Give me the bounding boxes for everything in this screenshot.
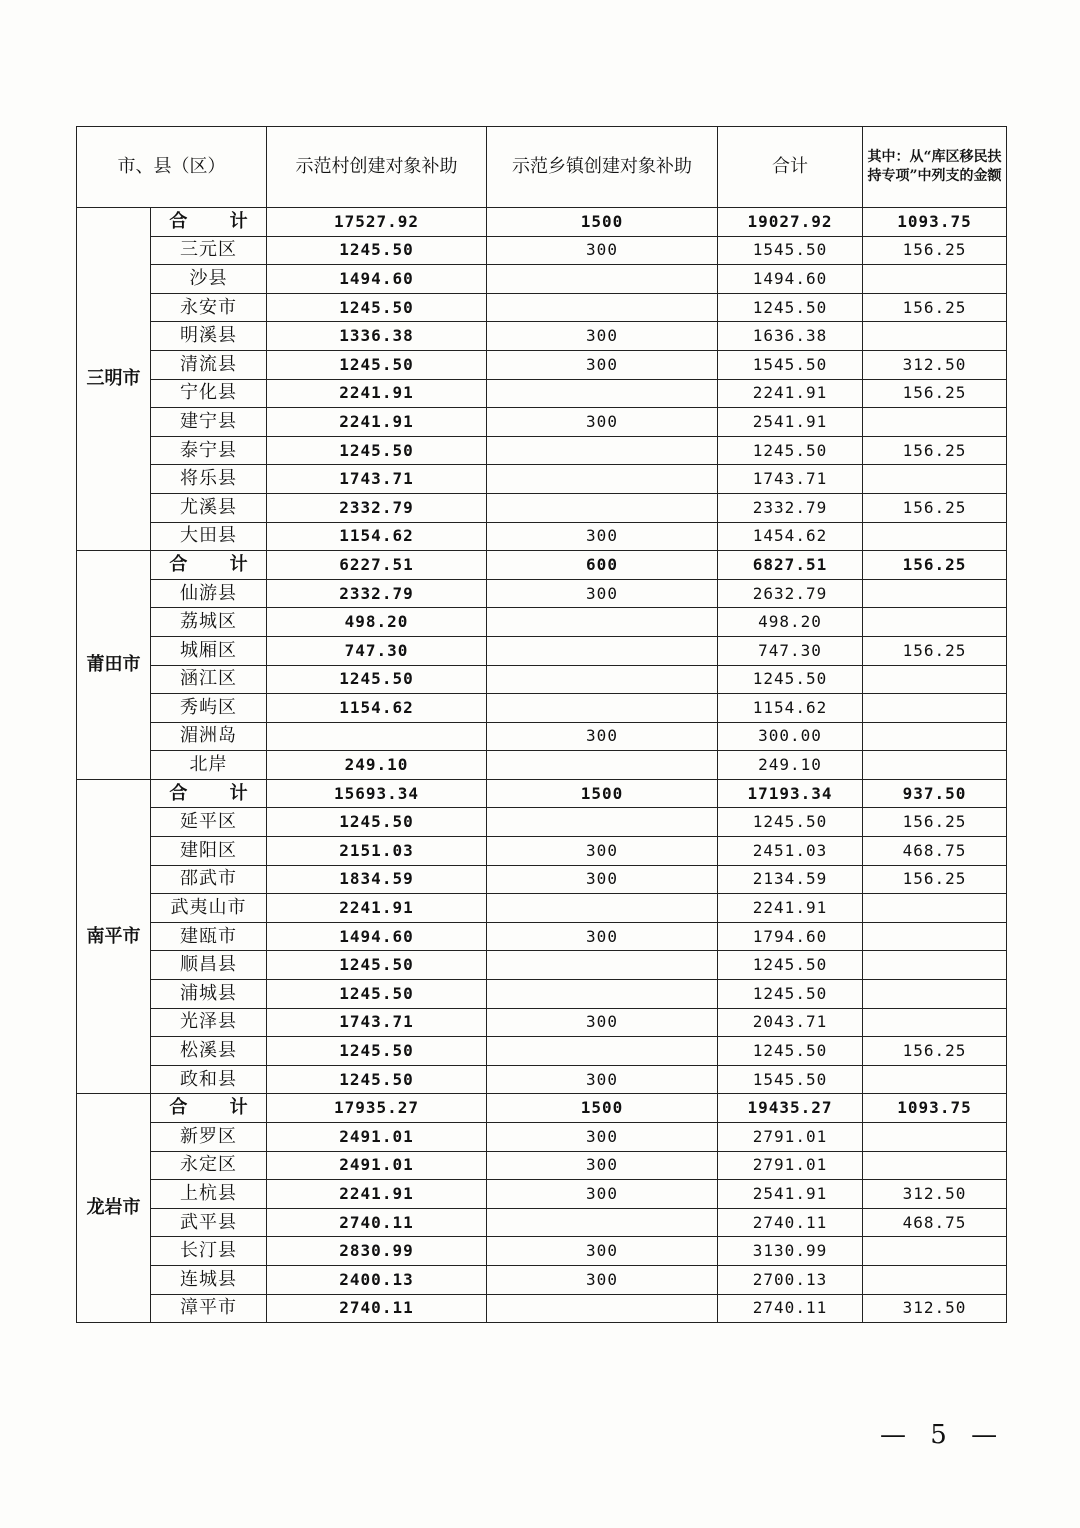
village-subsidy-cell: 1245.50 bbox=[267, 1037, 487, 1066]
township-subsidy-cell bbox=[487, 808, 718, 837]
county-name-cell: 涵江区 bbox=[151, 665, 267, 694]
total-cell: 2700.13 bbox=[718, 1265, 863, 1294]
township-subsidy-cell bbox=[487, 465, 718, 494]
city-name-cell: 南平市 bbox=[77, 779, 151, 1094]
total-cell: 2134.59 bbox=[718, 865, 863, 894]
header-township-subsidy: 示范乡镇创建对象补助 bbox=[487, 127, 718, 208]
total-cell: 498.20 bbox=[718, 608, 863, 637]
special-fund-cell: 156.25 bbox=[863, 493, 1007, 522]
special-fund-cell bbox=[863, 1151, 1007, 1180]
total-cell: 300.00 bbox=[718, 722, 863, 751]
village-subsidy-cell: 1245.50 bbox=[267, 236, 487, 265]
village-subsidy-cell: 6227.51 bbox=[267, 551, 487, 580]
table-row bbox=[77, 1008, 1007, 1037]
township-subsidy-cell: 300 bbox=[487, 722, 718, 751]
table-row bbox=[77, 293, 1007, 322]
county-name-cell: 武夷山市 bbox=[151, 894, 267, 923]
county-name-cell: 沙县 bbox=[151, 265, 267, 294]
total-cell: 19435.27 bbox=[718, 1094, 863, 1123]
township-subsidy-cell bbox=[487, 493, 718, 522]
total-cell: 2740.11 bbox=[718, 1294, 863, 1323]
county-name-cell: 邵武市 bbox=[151, 865, 267, 894]
county-name-cell: 泰宁县 bbox=[151, 436, 267, 465]
special-fund-cell: 156.25 bbox=[863, 293, 1007, 322]
table-row bbox=[77, 1237, 1007, 1266]
township-subsidy-cell: 300 bbox=[487, 350, 718, 379]
total-cell: 3130.99 bbox=[718, 1237, 863, 1266]
header-special-fund: 其中：从“库区移民扶持专项”中列支的金额 bbox=[863, 127, 1007, 208]
special-fund-cell bbox=[863, 922, 1007, 951]
county-name-cell: 永安市 bbox=[151, 293, 267, 322]
township-subsidy-cell bbox=[487, 751, 718, 780]
table-row bbox=[77, 751, 1007, 780]
village-subsidy-cell: 2151.03 bbox=[267, 837, 487, 866]
village-subsidy-cell: 17527.92 bbox=[267, 208, 487, 237]
county-name-cell: 新罗区 bbox=[151, 1123, 267, 1152]
special-fund-cell bbox=[863, 1265, 1007, 1294]
county-name-cell: 湄洲岛 bbox=[151, 722, 267, 751]
village-subsidy-cell: 2491.01 bbox=[267, 1123, 487, 1152]
township-subsidy-cell: 300 bbox=[487, 1237, 718, 1266]
village-subsidy-cell: 2241.91 bbox=[267, 379, 487, 408]
total-cell: 1245.50 bbox=[718, 951, 863, 980]
table-row-subtotal bbox=[77, 208, 1007, 237]
village-subsidy-cell: 1743.71 bbox=[267, 465, 487, 494]
township-subsidy-cell: 300 bbox=[487, 1065, 718, 1094]
table-row bbox=[77, 1180, 1007, 1209]
township-subsidy-cell bbox=[487, 665, 718, 694]
township-subsidy-cell bbox=[487, 694, 718, 723]
village-subsidy-cell: 2740.11 bbox=[267, 1208, 487, 1237]
county-name-cell: 仙游县 bbox=[151, 579, 267, 608]
township-subsidy-cell: 300 bbox=[487, 1123, 718, 1152]
table-row bbox=[77, 1208, 1007, 1237]
township-subsidy-cell bbox=[487, 608, 718, 637]
township-subsidy-cell bbox=[487, 293, 718, 322]
total-cell: 2241.91 bbox=[718, 894, 863, 923]
special-fund-cell: 1093.75 bbox=[863, 1094, 1007, 1123]
special-fund-cell bbox=[863, 322, 1007, 351]
special-fund-cell bbox=[863, 608, 1007, 637]
table-row bbox=[77, 236, 1007, 265]
village-subsidy-cell: 1245.50 bbox=[267, 951, 487, 980]
village-subsidy-cell: 2241.91 bbox=[267, 894, 487, 923]
village-subsidy-cell: 1245.50 bbox=[267, 350, 487, 379]
village-subsidy-cell: 1494.60 bbox=[267, 265, 487, 294]
special-fund-cell: 312.50 bbox=[863, 350, 1007, 379]
table-row bbox=[77, 1151, 1007, 1180]
special-fund-cell bbox=[863, 951, 1007, 980]
total-cell: 1245.50 bbox=[718, 1037, 863, 1066]
table-row bbox=[77, 522, 1007, 551]
total-cell: 1794.60 bbox=[718, 922, 863, 951]
total-cell: 2632.79 bbox=[718, 579, 863, 608]
county-name-cell: 永定区 bbox=[151, 1151, 267, 1180]
county-name-cell: 秀屿区 bbox=[151, 694, 267, 723]
county-name-cell: 宁化县 bbox=[151, 379, 267, 408]
special-fund-cell: 156.25 bbox=[863, 236, 1007, 265]
county-name-cell: 光泽县 bbox=[151, 1008, 267, 1037]
county-name-cell: 漳平市 bbox=[151, 1294, 267, 1323]
total-cell: 1545.50 bbox=[718, 1065, 863, 1094]
total-cell: 2451.03 bbox=[718, 837, 863, 866]
special-fund-cell bbox=[863, 1008, 1007, 1037]
village-subsidy-cell: 747.30 bbox=[267, 636, 487, 665]
page-number: — 5 — bbox=[880, 1420, 1006, 1450]
village-subsidy-cell: 1245.50 bbox=[267, 665, 487, 694]
special-fund-cell: 156.25 bbox=[863, 865, 1007, 894]
township-subsidy-cell bbox=[487, 1208, 718, 1237]
special-fund-cell: 312.50 bbox=[863, 1180, 1007, 1209]
total-cell: 1245.50 bbox=[718, 293, 863, 322]
table-row bbox=[77, 350, 1007, 379]
special-fund-cell: 1093.75 bbox=[863, 208, 1007, 237]
special-fund-cell bbox=[863, 980, 1007, 1009]
county-name-cell: 合 计 bbox=[151, 208, 267, 237]
total-cell: 1245.50 bbox=[718, 980, 863, 1009]
table-row bbox=[77, 980, 1007, 1009]
village-subsidy-cell: 1336.38 bbox=[267, 322, 487, 351]
table-body bbox=[77, 208, 1007, 1323]
total-cell: 1245.50 bbox=[718, 808, 863, 837]
special-fund-cell: 937.50 bbox=[863, 779, 1007, 808]
special-fund-cell bbox=[863, 408, 1007, 437]
special-fund-cell: 468.75 bbox=[863, 1208, 1007, 1237]
village-subsidy-cell: 2830.99 bbox=[267, 1237, 487, 1266]
county-name-cell: 城厢区 bbox=[151, 636, 267, 665]
county-name-cell: 上杭县 bbox=[151, 1180, 267, 1209]
village-subsidy-cell: 1154.62 bbox=[267, 522, 487, 551]
table-row-subtotal bbox=[77, 1094, 1007, 1123]
special-fund-cell bbox=[863, 665, 1007, 694]
special-fund-cell: 156.25 bbox=[863, 379, 1007, 408]
table-row bbox=[77, 1265, 1007, 1294]
county-name-cell: 连城县 bbox=[151, 1265, 267, 1294]
county-name-cell: 建宁县 bbox=[151, 408, 267, 437]
table-row bbox=[77, 493, 1007, 522]
township-subsidy-cell: 1500 bbox=[487, 1094, 718, 1123]
table-row bbox=[77, 665, 1007, 694]
township-subsidy-cell: 300 bbox=[487, 579, 718, 608]
township-subsidy-cell: 1500 bbox=[487, 779, 718, 808]
village-subsidy-cell bbox=[267, 722, 487, 751]
total-cell: 1154.62 bbox=[718, 694, 863, 723]
county-name-cell: 长汀县 bbox=[151, 1237, 267, 1266]
village-subsidy-cell: 2491.01 bbox=[267, 1151, 487, 1180]
total-cell: 2241.91 bbox=[718, 379, 863, 408]
special-fund-cell bbox=[863, 579, 1007, 608]
total-cell: 1636.38 bbox=[718, 322, 863, 351]
total-cell: 2332.79 bbox=[718, 493, 863, 522]
table-row bbox=[77, 808, 1007, 837]
village-subsidy-cell: 17935.27 bbox=[267, 1094, 487, 1123]
county-name-cell: 松溪县 bbox=[151, 1037, 267, 1066]
total-cell: 17193.34 bbox=[718, 779, 863, 808]
township-subsidy-cell: 300 bbox=[487, 1265, 718, 1294]
special-fund-cell bbox=[863, 894, 1007, 923]
county-name-cell: 建瓯市 bbox=[151, 922, 267, 951]
township-subsidy-cell: 600 bbox=[487, 551, 718, 580]
table-row bbox=[77, 265, 1007, 294]
village-subsidy-cell: 2740.11 bbox=[267, 1294, 487, 1323]
special-fund-cell: 156.25 bbox=[863, 808, 1007, 837]
special-fund-cell bbox=[863, 1237, 1007, 1266]
township-subsidy-cell: 300 bbox=[487, 1151, 718, 1180]
special-fund-cell: 156.25 bbox=[863, 436, 1007, 465]
special-fund-cell bbox=[863, 1065, 1007, 1094]
village-subsidy-cell: 1494.60 bbox=[267, 922, 487, 951]
village-subsidy-cell: 1245.50 bbox=[267, 293, 487, 322]
county-name-cell: 将乐县 bbox=[151, 465, 267, 494]
village-subsidy-cell: 2241.91 bbox=[267, 1180, 487, 1209]
total-cell: 2740.11 bbox=[718, 1208, 863, 1237]
village-subsidy-cell: 1245.50 bbox=[267, 436, 487, 465]
township-subsidy-cell: 1500 bbox=[487, 208, 718, 237]
village-subsidy-cell: 1154.62 bbox=[267, 694, 487, 723]
table-row bbox=[77, 1123, 1007, 1152]
total-cell: 19027.92 bbox=[718, 208, 863, 237]
township-subsidy-cell bbox=[487, 636, 718, 665]
table-row bbox=[77, 1037, 1007, 1066]
township-subsidy-cell bbox=[487, 265, 718, 294]
total-cell: 2791.01 bbox=[718, 1151, 863, 1180]
county-name-cell: 合 计 bbox=[151, 1094, 267, 1123]
header-total: 合计 bbox=[718, 127, 863, 208]
special-fund-cell: 156.25 bbox=[863, 551, 1007, 580]
total-cell: 249.10 bbox=[718, 751, 863, 780]
total-cell: 747.30 bbox=[718, 636, 863, 665]
table-row bbox=[77, 1294, 1007, 1323]
table-row bbox=[77, 636, 1007, 665]
special-fund-cell: 156.25 bbox=[863, 636, 1007, 665]
total-cell: 2541.91 bbox=[718, 1180, 863, 1209]
table-row bbox=[77, 408, 1007, 437]
county-name-cell: 三元区 bbox=[151, 236, 267, 265]
village-subsidy-cell: 1743.71 bbox=[267, 1008, 487, 1037]
county-name-cell: 武平县 bbox=[151, 1208, 267, 1237]
special-fund-cell: 156.25 bbox=[863, 1037, 1007, 1066]
village-subsidy-cell: 498.20 bbox=[267, 608, 487, 637]
county-name-cell: 政和县 bbox=[151, 1065, 267, 1094]
county-name-cell: 荔城区 bbox=[151, 608, 267, 637]
table-row bbox=[77, 379, 1007, 408]
total-cell: 6827.51 bbox=[718, 551, 863, 580]
village-subsidy-cell: 2332.79 bbox=[267, 579, 487, 608]
subsidy-table bbox=[76, 126, 1007, 1323]
county-name-cell: 明溪县 bbox=[151, 322, 267, 351]
table-row bbox=[77, 322, 1007, 351]
table-row bbox=[77, 1065, 1007, 1094]
special-fund-cell bbox=[863, 722, 1007, 751]
county-name-cell: 延平区 bbox=[151, 808, 267, 837]
header-region: 市、县（区） bbox=[77, 127, 267, 208]
township-subsidy-cell: 300 bbox=[487, 522, 718, 551]
special-fund-cell bbox=[863, 522, 1007, 551]
village-subsidy-cell: 15693.34 bbox=[267, 779, 487, 808]
total-cell: 1743.71 bbox=[718, 465, 863, 494]
total-cell: 1545.50 bbox=[718, 350, 863, 379]
county-name-cell: 合 计 bbox=[151, 779, 267, 808]
county-name-cell: 建阳区 bbox=[151, 837, 267, 866]
special-fund-cell bbox=[863, 694, 1007, 723]
township-subsidy-cell bbox=[487, 1037, 718, 1066]
table-row bbox=[77, 608, 1007, 637]
table-row bbox=[77, 837, 1007, 866]
table-row bbox=[77, 694, 1007, 723]
township-subsidy-cell: 300 bbox=[487, 322, 718, 351]
township-subsidy-cell: 300 bbox=[487, 922, 718, 951]
special-fund-cell bbox=[863, 1123, 1007, 1152]
total-cell: 1245.50 bbox=[718, 665, 863, 694]
table-row bbox=[77, 951, 1007, 980]
village-subsidy-cell: 2400.13 bbox=[267, 1265, 487, 1294]
county-name-cell: 北岸 bbox=[151, 751, 267, 780]
total-cell: 2541.91 bbox=[718, 408, 863, 437]
table-row bbox=[77, 465, 1007, 494]
total-cell: 1494.60 bbox=[718, 265, 863, 294]
village-subsidy-cell: 1245.50 bbox=[267, 1065, 487, 1094]
village-subsidy-cell: 1245.50 bbox=[267, 980, 487, 1009]
township-subsidy-cell: 300 bbox=[487, 837, 718, 866]
village-subsidy-cell: 249.10 bbox=[267, 751, 487, 780]
township-subsidy-cell bbox=[487, 951, 718, 980]
township-subsidy-cell bbox=[487, 1294, 718, 1323]
township-subsidy-cell: 300 bbox=[487, 1008, 718, 1037]
table-row-subtotal bbox=[77, 779, 1007, 808]
special-fund-cell bbox=[863, 751, 1007, 780]
county-name-cell: 合 计 bbox=[151, 551, 267, 580]
table-header-row bbox=[77, 127, 1007, 208]
city-name-cell: 龙岩市 bbox=[77, 1094, 151, 1323]
city-name-cell: 莆田市 bbox=[77, 551, 151, 780]
village-subsidy-cell: 2241.91 bbox=[267, 408, 487, 437]
village-subsidy-cell: 1245.50 bbox=[267, 808, 487, 837]
table-row bbox=[77, 894, 1007, 923]
table-row-subtotal bbox=[77, 551, 1007, 580]
township-subsidy-cell bbox=[487, 436, 718, 465]
table-row bbox=[77, 922, 1007, 951]
township-subsidy-cell bbox=[487, 894, 718, 923]
village-subsidy-cell: 2332.79 bbox=[267, 493, 487, 522]
township-subsidy-cell: 300 bbox=[487, 865, 718, 894]
table-row bbox=[77, 722, 1007, 751]
total-cell: 2791.01 bbox=[718, 1123, 863, 1152]
total-cell: 1245.50 bbox=[718, 436, 863, 465]
table-row bbox=[77, 865, 1007, 894]
total-cell: 1454.62 bbox=[718, 522, 863, 551]
header-village-subsidy: 示范村创建对象补助 bbox=[267, 127, 487, 208]
township-subsidy-cell bbox=[487, 379, 718, 408]
table-row bbox=[77, 579, 1007, 608]
township-subsidy-cell bbox=[487, 980, 718, 1009]
special-fund-cell bbox=[863, 265, 1007, 294]
county-name-cell: 尤溪县 bbox=[151, 493, 267, 522]
special-fund-cell: 468.75 bbox=[863, 837, 1007, 866]
township-subsidy-cell: 300 bbox=[487, 408, 718, 437]
total-cell: 1545.50 bbox=[718, 236, 863, 265]
county-name-cell: 顺昌县 bbox=[151, 951, 267, 980]
special-fund-cell: 312.50 bbox=[863, 1294, 1007, 1323]
table-row bbox=[77, 436, 1007, 465]
city-name-cell: 三明市 bbox=[77, 208, 151, 551]
total-cell: 2043.71 bbox=[718, 1008, 863, 1037]
township-subsidy-cell: 300 bbox=[487, 236, 718, 265]
township-subsidy-cell: 300 bbox=[487, 1180, 718, 1209]
village-subsidy-cell: 1834.59 bbox=[267, 865, 487, 894]
county-name-cell: 大田县 bbox=[151, 522, 267, 551]
county-name-cell: 清流县 bbox=[151, 350, 267, 379]
special-fund-cell bbox=[863, 465, 1007, 494]
county-name-cell: 浦城县 bbox=[151, 980, 267, 1009]
